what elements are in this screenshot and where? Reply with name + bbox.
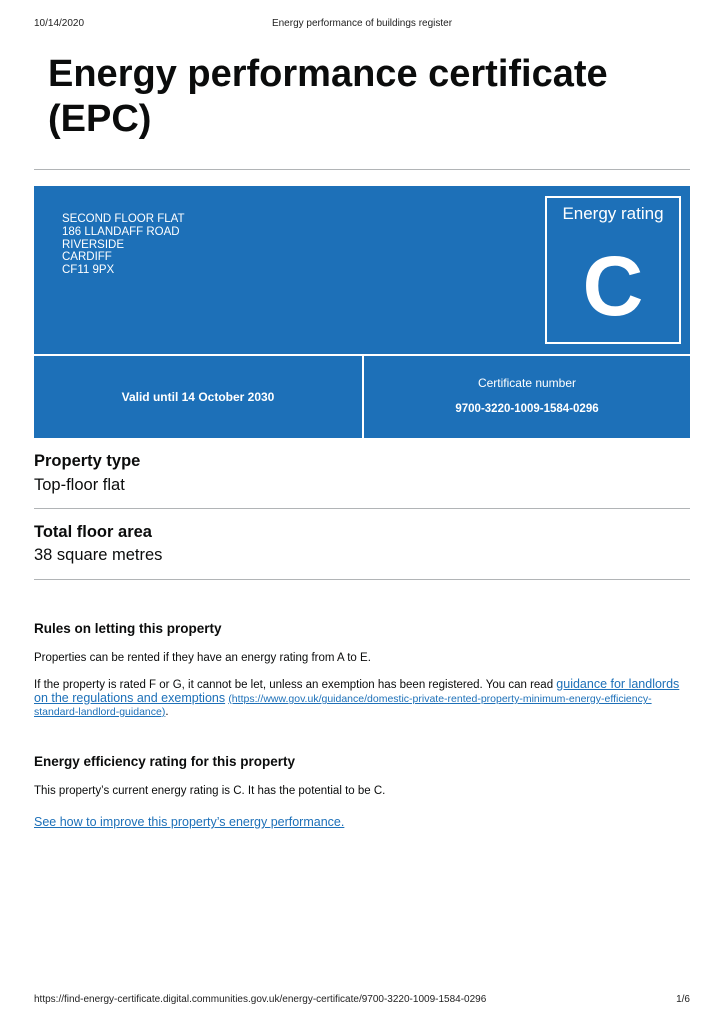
epc-summary-panel (34, 186, 690, 438)
landlord-guidance-link[interactable]: guidance for landlords (556, 677, 680, 691)
landlord-guidance-url[interactable]: standard-landlord-guidance) (34, 706, 166, 718)
letting-rules-paragraph: Properties can be rented if they have an energy rating from A to E. (34, 652, 371, 664)
improve-performance-link[interactable]: See how to improve this property’s energy performance. (34, 815, 345, 829)
sentence-end: . (165, 706, 169, 718)
print-page-number: 1/6 (676, 994, 690, 1005)
energy-rating-letter: C (582, 239, 644, 333)
address-line: CARDIFF (62, 251, 112, 264)
valid-until: Valid until 14 October 2030 (121, 390, 275, 404)
page-title-line1: Energy performance certificate (48, 53, 608, 95)
divider (34, 508, 690, 509)
certificate-number-label: Certificate number (477, 376, 577, 390)
print-footer-url: https://find-energy-certificate.digital.communities.gov.uk/energy-certificate/9700-3220-1009-1584-0296 (34, 994, 487, 1005)
letting-rules-heading: Rules on letting this property (34, 621, 222, 636)
letting-exemption-paragraph (34, 678, 694, 719)
efficiency-rating-heading: Energy efficiency rating for this property (34, 754, 296, 769)
panel-divider-vertical (362, 354, 364, 438)
certificate-number: 9700-3220-1009-1584-0296 (455, 403, 599, 415)
energy-rating-box (545, 196, 681, 344)
divider (34, 579, 690, 580)
divider (34, 169, 690, 170)
efficiency-rating-paragraph: This property’s current energy rating is C. It has the potential to be C. (34, 785, 386, 797)
address-line: SECOND FLOOR FLAT (62, 213, 185, 225)
print-header-title: Energy performance of buildings register (271, 18, 453, 29)
property-type-heading: Property type (34, 452, 141, 470)
property-type-value: Top-floor flat (34, 476, 125, 494)
page-title (48, 52, 688, 142)
exemption-text: If the property is rated F or G, it cannot be let, unless an exemption has been registered. You can read (34, 679, 557, 691)
landlord-guidance-url[interactable]: (https://www.gov.uk/guidance/domestic-private-rented-property-minimum-energy-efficiency- (228, 693, 652, 705)
address-line: CF11 9PX (62, 264, 115, 277)
floor-area-heading: Total floor area (34, 523, 152, 541)
floor-area-value: 38 square metres (34, 546, 163, 564)
property-address (62, 213, 184, 277)
address-line: 186 LLANDAFF ROAD (62, 225, 180, 238)
address-line: RIVERSIDE (62, 238, 124, 251)
print-date: 10/14/2020 (34, 18, 85, 29)
page-title-line2: (EPC) (48, 98, 152, 140)
energy-rating-label: Energy rating (562, 204, 664, 223)
landlord-guidance-link[interactable]: on the regulations and exemptions (34, 691, 226, 705)
improve-performance-link-row (34, 816, 694, 830)
